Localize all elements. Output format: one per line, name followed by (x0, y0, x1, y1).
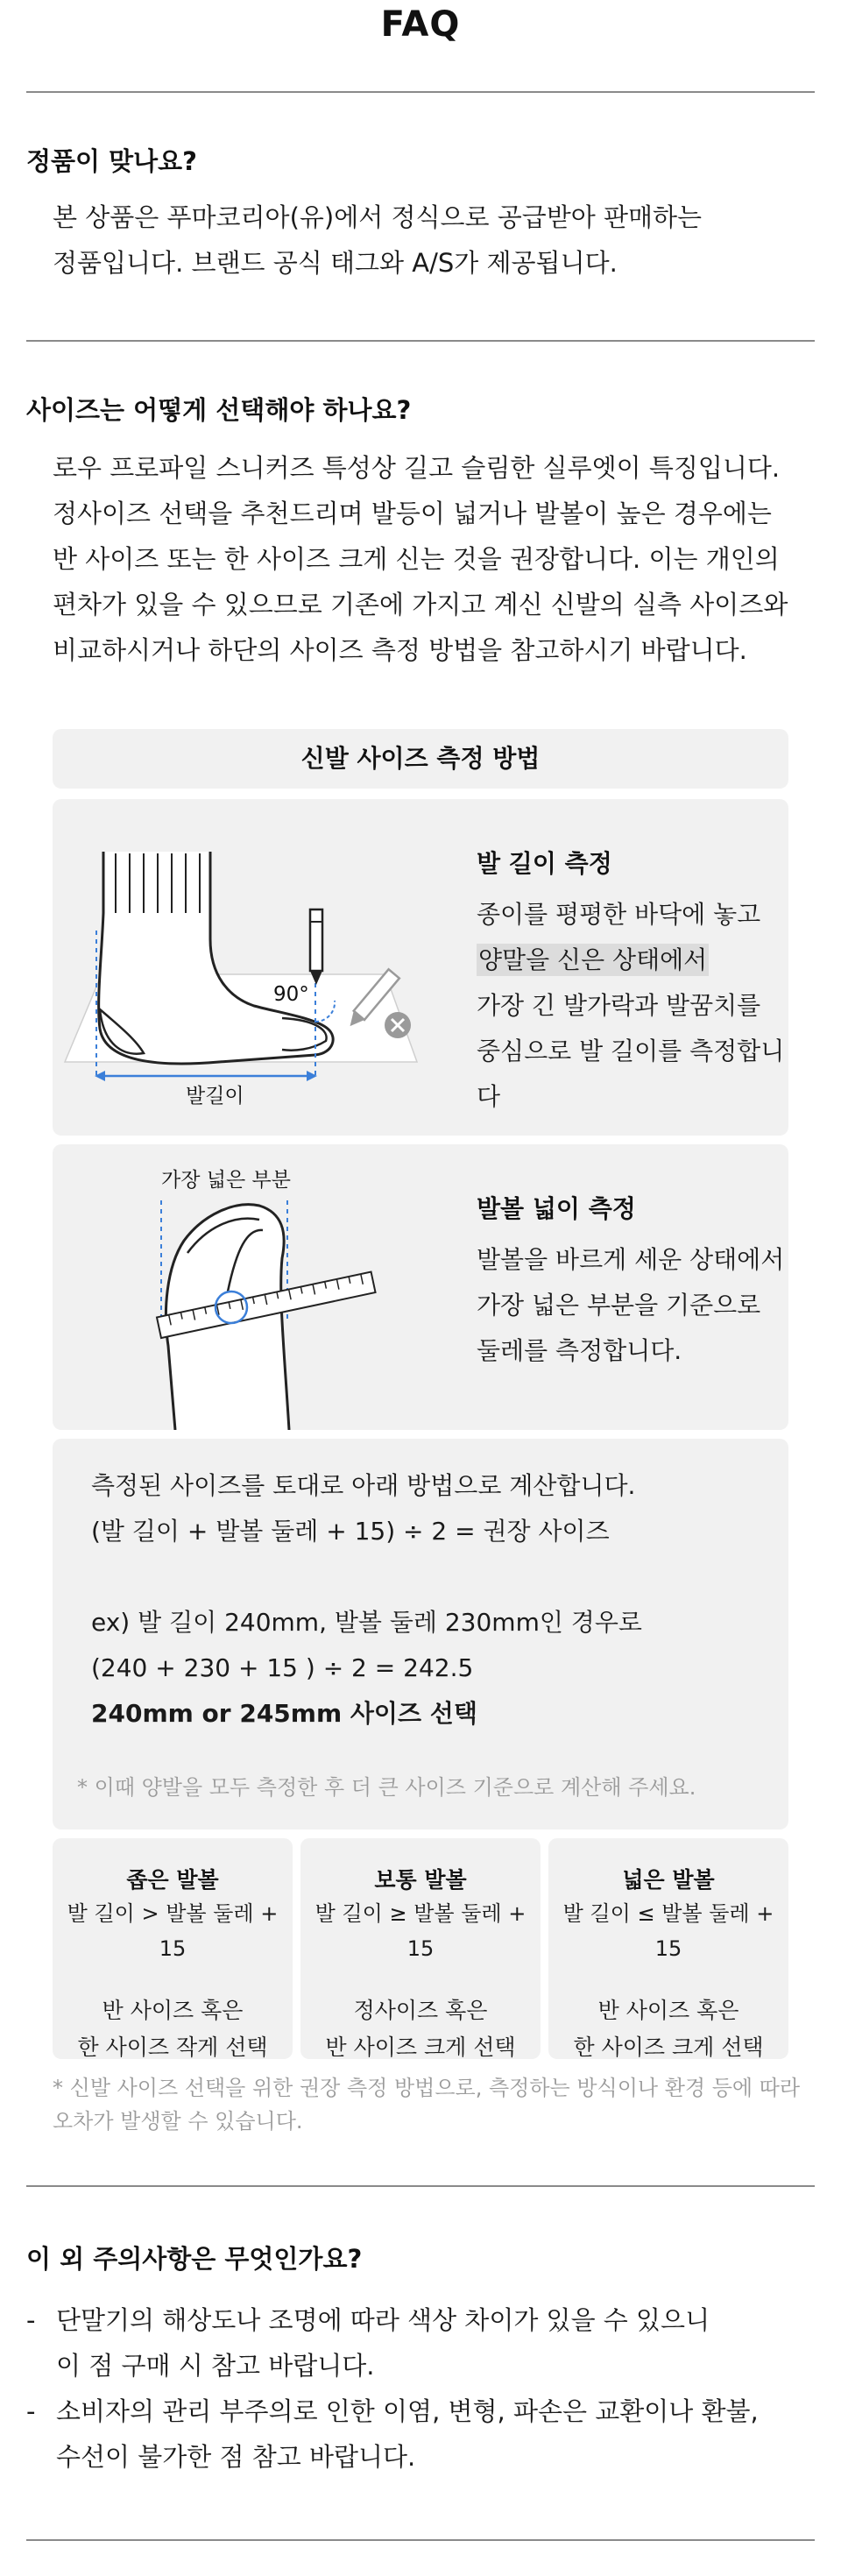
angle-label: 90° (273, 983, 309, 1006)
divider (26, 2539, 815, 2541)
divider (26, 2185, 815, 2187)
text-line: 발볼을 바르게 세운 상태에서 (477, 1245, 785, 1274)
foot-length-panel (53, 799, 788, 1136)
notice-line: 단말기의 해상도나 조명에 따라 색상 차이가 있을 수 있으니 (56, 2305, 710, 2335)
faq-question-notes: 이 외 주의사항은 무엇인가요? (26, 2244, 363, 2274)
card-formula: 발 길이 > 발볼 둘레 + 15 (67, 1901, 279, 1961)
text-line: 가장 긴 발가락과 발꿈치를 (477, 991, 761, 1020)
faq-question-authentic: 정품이 맞나요? (26, 146, 198, 176)
footnote-line: * 신발 사이즈 선택을 위한 권장 측정 방법으로, 측정하는 방식이나 환경 등에 따라 (53, 2076, 801, 2100)
foot-width-heading: 발볼 넓이 측정 (477, 1194, 636, 1223)
narrow-width-card (53, 1838, 293, 2059)
foot-width-panel (53, 1144, 788, 1430)
size-guide-title: 신발 사이즈 측정 방법 (53, 729, 788, 789)
card-rec-line: 한 사이즈 작게 선택 (77, 2035, 268, 2060)
footnote-line: 오차가 발생할 수 있습니다. (53, 2109, 303, 2134)
wide-width-card (548, 1838, 788, 2059)
card-heading: 보통 발볼 (374, 1867, 467, 1893)
answer-line: 로우 프로파일 스니커즈 특성상 길고 슬림한 실루엣이 특징입니다. (53, 453, 781, 483)
card-heading: 좁은 발볼 (126, 1867, 219, 1893)
calc-intro: 측정된 사이즈를 토대로 아래 방법으로 계산합니다. (91, 1471, 636, 1500)
dash-bullet: - (26, 2305, 36, 2335)
notice-item (26, 2388, 797, 2480)
faq-question-size: 사이즈는 어떻게 선택해야 하나요? (26, 395, 412, 425)
normal-width-card (300, 1838, 541, 2059)
answer-line: 정사이즈 선택을 추천드리며 발등이 넓거나 발볼이 높은 경우에는 (53, 499, 772, 528)
card-formula: 발 길이 ≥ 발볼 둘레 + 15 (314, 1901, 527, 1961)
size-calc-panel (53, 1439, 788, 1829)
foot-length-text (477, 892, 788, 1120)
answer-line: 본 상품은 푸마코리아(유)에서 정식으로 공급받아 판매하는 (53, 202, 703, 232)
dash-bullet: - (26, 2396, 36, 2426)
faq-answer-size (53, 445, 806, 673)
highlight-text: 양말을 신은 상태에서 (478, 945, 708, 974)
foot-width-illustration (53, 1144, 438, 1430)
answer-line: 정품입니다. 브랜드 공식 태그와 A/S가 제공됩니다. (53, 248, 618, 278)
foot-width-text (477, 1237, 784, 1374)
notice-line: 이 점 구매 시 참고 바랍니다. (56, 2351, 375, 2381)
foot-length-heading: 발 길이 측정 (477, 849, 612, 878)
divider (26, 340, 815, 342)
calc-note: * 이때 양발을 모두 측정한 후 더 큰 사이즈 기준으로 계산해 주세요. (77, 1775, 696, 1800)
card-rec-line: 반 사이즈 혹은 (102, 1998, 244, 2023)
text-line: 중심으로 발 길이를 측정합니다 (477, 1037, 785, 1111)
calc-formula: (발 길이 + 발볼 둘레 + 15) ÷ 2 = 권장 사이즈 (91, 1517, 610, 1546)
card-formula: 발 길이 ≤ 발볼 둘레 + 15 (562, 1901, 774, 1961)
size-footnote (53, 2071, 806, 2138)
calc-recommendation: 240mm or 245mm 사이즈 선택 (91, 1699, 477, 1728)
calc-example-result: (240 + 230 + 15 ) ÷ 2 = 242.5 (91, 1653, 474, 1682)
foot-length-label: 발길이 (186, 1085, 244, 1108)
card-rec-line: 반 사이즈 크게 선택 (325, 2035, 516, 2060)
card-recommendation (548, 1992, 788, 2066)
card-recommendation (53, 1992, 293, 2066)
text-line: 가장 넓은 부분을 기준으로 (477, 1291, 761, 1320)
notice-line: 수선이 불가한 점 참고 바랍니다. (56, 2442, 416, 2472)
page-title: FAQ (380, 4, 461, 45)
answer-line: 비교하시거나 하단의 사이즈 측정 방법을 참고하시기 바랍니다. (53, 635, 747, 665)
card-rec-line: 반 사이즈 혹은 (597, 1998, 739, 2023)
answer-line: 반 사이즈 또는 한 사이즈 크게 신는 것을 권장합니다. 이는 개인의 (53, 544, 780, 574)
answer-line: 편차가 있을 수 있으므로 기존에 가지고 계신 신발의 실측 사이즈와 (53, 590, 788, 619)
card-rec-line: 한 사이즈 크게 선택 (573, 2035, 764, 2060)
notice-item (26, 2297, 797, 2388)
text-line: 둘레를 측정합니다. (477, 1336, 682, 1365)
faq-answer-authentic (53, 195, 806, 286)
foot-length-illustration (53, 799, 438, 1136)
card-heading: 넓은 발볼 (622, 1867, 715, 1893)
card-recommendation (300, 1992, 541, 2066)
text-line: 종이를 평평한 바닥에 놓고 (477, 900, 761, 929)
card-rec-line: 정사이즈 혹은 (353, 1998, 488, 2023)
widest-part-label: 가장 넓은 부분 (161, 1169, 291, 1192)
divider (26, 91, 815, 93)
calc-example: ex) 발 길이 240mm, 발볼 둘레 230mm인 경우로 (91, 1608, 642, 1637)
notice-line: 소비자의 관리 부주의로 인한 이염, 변형, 파손은 교환이나 환불, (56, 2396, 759, 2426)
